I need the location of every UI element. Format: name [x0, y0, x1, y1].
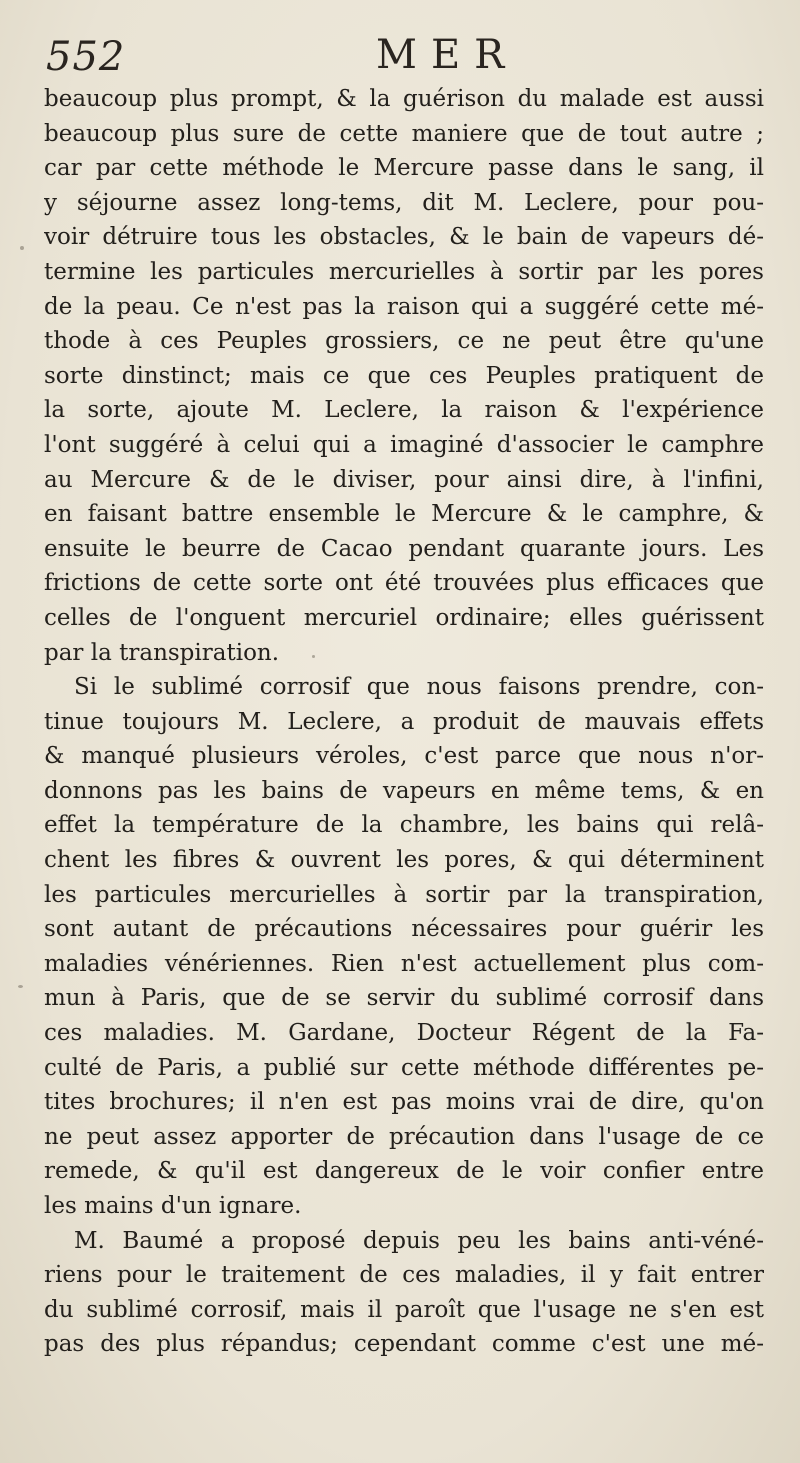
text-line: mun à Paris, que de se servir du sublimé corrosif dans: [44, 985, 764, 1012]
text-line: thode à ces Peuples grossiers, ce ne peut être qu'une: [44, 328, 764, 355]
text-line: ne peut assez apporter de précaution dans l'usage de ce: [44, 1123, 764, 1150]
text-line: effet la température de la chambre, les bains qui relâ-: [44, 812, 764, 839]
text-line: en faisant battre ensemble le Mercure & le camphre, &: [44, 501, 764, 528]
text-line: la sorte, ajoute M. Leclere, la raison & l'expérience: [44, 397, 764, 424]
text-line: remede, & qu'il est dangereux de le voir confier entre: [44, 1158, 764, 1185]
text-line: ensuite le beurre de Cacao pendant quarante jours. Les: [44, 535, 764, 562]
text-line: celles de l'onguent mercuriel ordinaire; elles guérissent: [44, 604, 764, 631]
text-line: chent les fibres & ouvrent les pores, & qui déterminent: [44, 847, 764, 874]
text-line: voir détruire tous les obstacles, & le bain de vapeurs dé-: [44, 224, 764, 251]
body-text: [44, 82, 764, 1362]
text-line: donnons pas les bains de vapeurs en même tems, & en: [44, 777, 764, 804]
text-line: les mains d'un ignare.: [44, 1193, 302, 1219]
running-head: MER: [376, 32, 519, 78]
text-line: l'ont suggéré à celui qui a imaginé d'associer le camphre: [44, 431, 764, 458]
text-line: sont autant de précautions nécessaires pour guérir les: [44, 916, 764, 943]
paper-speck: [312, 655, 315, 658]
text-line: les particules mercurielles à sortir par la transpiration,: [44, 881, 764, 908]
text-line: pas des plus répandus; cependant comme c'est une mé-: [44, 1331, 764, 1358]
text-line: beaucoup plus prompt, & la guérison du malade est aussi: [44, 86, 764, 112]
text-line: termine les particules mercurielles à sortir par les pores: [44, 258, 764, 285]
text-line: culté de Paris, a publié sur cette méthode différentes pe-: [44, 1054, 764, 1081]
text-line: par la transpiration.: [44, 639, 280, 666]
text-line: frictions de cette sorte ont été trouvées plus efficaces que: [44, 570, 764, 597]
text-line: du sublimé corrosif, mais il paroît que l'usage ne s'en est: [44, 1296, 764, 1323]
text-line: riens pour le traitement de ces maladies, il y fait entrer: [44, 1262, 764, 1289]
text-line: & manqué plusieurs véroles, c'est parce que nous n'or-: [44, 743, 764, 770]
text-line: au Mercure & de le diviser, pour ainsi dire, à l'infini,: [44, 466, 764, 493]
text-line: M. Baumé a proposé depuis peu les bains anti-véné-: [74, 1227, 764, 1254]
text-line: tinue toujours M. Leclere, a produit de mauvais effets: [44, 708, 764, 735]
page-header: [46, 30, 766, 90]
text-line: beaucoup plus sure de cette maniere que de tout autre ;: [44, 120, 764, 147]
paper-speck: [18, 985, 23, 988]
page-number: 552: [46, 34, 126, 80]
text-line: tites brochures; il n'en est pas moins vrai de dire, qu'on: [44, 1089, 764, 1116]
paper-speck: [20, 246, 24, 250]
text-line: maladies vénériennes. Rien n'est actuellement plus com-: [44, 950, 764, 977]
text-line: ces maladies. M. Gardane, Docteur Régent de la Fa-: [44, 1020, 764, 1047]
text-line: Si le sublimé corrosif que nous faisons prendre, con-: [74, 674, 764, 701]
text-line: y séjourne assez long-tems, dit M. Leclere, pour pou-: [44, 189, 764, 216]
text-line: car par cette méthode le Mercure passe dans le sang, il: [44, 155, 764, 182]
text-line: de la peau. Ce n'est pas la raison qui a suggéré cette mé-: [44, 293, 764, 320]
text-line: sorte dinstinct; mais ce que ces Peuples pratiquent de: [44, 362, 764, 389]
